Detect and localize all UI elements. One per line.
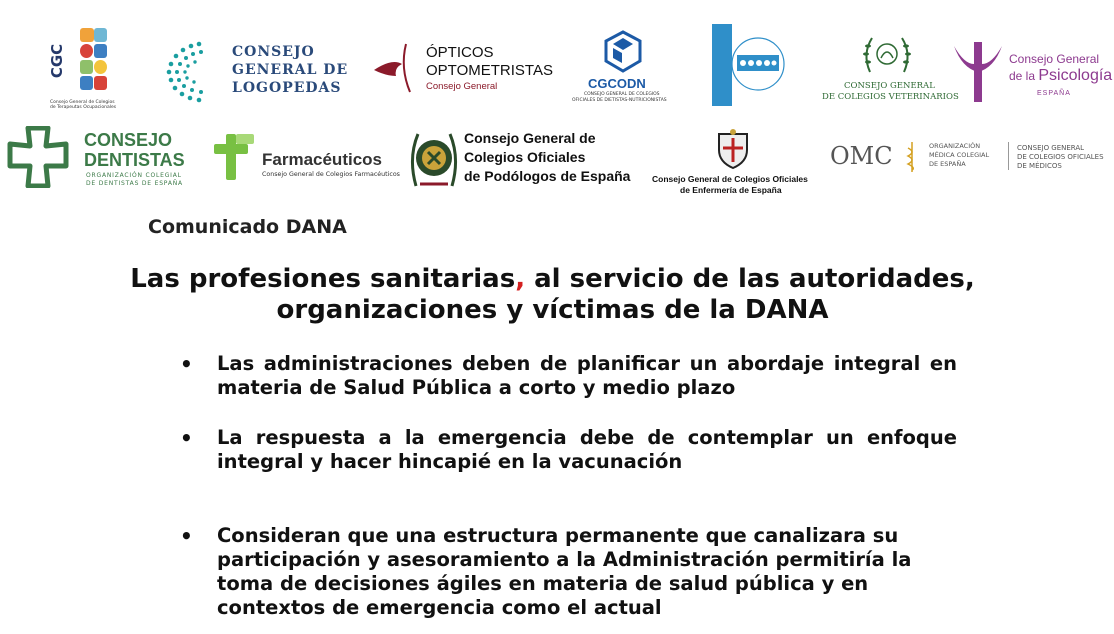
omc-mid3: DE ESPAÑA [929,160,966,168]
enfermeria-line1: Consejo General de Colegios Oficiales [652,174,808,184]
opticos-eye-icon [372,40,420,96]
logo-dentistas [6,126,186,190]
podologos-crest-icon [408,128,460,190]
opticos-line3: Consejo General [426,81,498,92]
logo-veterinarios [820,32,959,104]
dentistas-line1: CONSEJO [84,130,173,150]
dentistas-cross-icon [6,126,70,188]
enfermeria-shield-icon [713,128,753,170]
veterinarios-wreath-icon [860,32,914,78]
cgcodn-cube-icon [603,30,643,74]
logo-farmaceuticos [212,132,406,184]
psicologia-line2 [1009,67,1112,85]
title-comma: , [515,264,526,294]
omc-mid1: ORGANIZACIÓN [929,142,981,150]
logopedas-line2: GENERAL DE [232,62,349,78]
cgc-caption: Consejo General de Colegios de Terapeutas Ocupacionales [50,100,117,110]
farmaceuticos-cross-icon [212,132,262,182]
logopedas-line1: CONSEJO [232,44,315,60]
podologos-line2: Colegios Oficiales [464,149,586,165]
omc-divider [1008,142,1009,170]
opticos-line1: ÓPTICOS [426,44,494,61]
document-label: Comunicado DANA [148,216,347,238]
logo-logopedas [165,38,349,106]
title-line2: organizaciones y víctimas de la DANA [276,295,829,325]
cgc-abbr: CGC [48,43,67,79]
omc-right3: DE MÉDICOS [1017,162,1062,170]
bullet-item: • Las administraciones deben de planificar un abordaje integral en materia de Salud Pública a corto y medio plazo [180,352,957,400]
document-title [100,264,1005,326]
bullet-item: • La respuesta a la emergencia debe de contemplar un enfoque integral y hacer hincapié en la vacunación [180,426,957,474]
podologos-line3: de Podólogos de España [464,168,631,184]
logo-podologos [408,128,648,192]
veterinarios-line2: DE COLEGIOS VETERINARIOS [822,92,959,102]
farmaceuticos-line1: Farmacéuticos [262,150,382,169]
logo-omc [830,140,1110,176]
omc-caduceus-icon [905,140,919,174]
podologos-line1: Consejo General de [464,130,596,146]
logo-psicologia [948,38,1113,106]
psicologia-line1: Consejo General [1009,52,1100,66]
title-part1: Las profesiones sanitarias [130,264,516,294]
bullet-list [180,352,957,620]
dentistas-line4: DE DENTISTAS DE ESPAÑA [86,180,183,187]
psicologia-line2a: de la [1009,69,1039,83]
cgcodn-abbr: CGCODN [588,76,646,91]
logo-fisioterapeutas [712,24,786,106]
psicologia-line3: ESPAÑA [1037,90,1071,97]
psicologia-line2b: Psicología [1038,67,1113,84]
logopedas-line3: LOGOPEDAS [232,80,342,96]
enfermeria-line2: de Enfermería de España [680,185,782,195]
dentistas-line3: ORGANIZACIÓN COLEGIAL [86,172,182,179]
bullet-item: • Consideran que una estructura permanente que canalizara su participación y asesoramiento a la Administración permitiría la toma de decisiones ágiles en materia de salud pública y en contextos de emergencia como el actual [180,524,957,620]
psicologia-psi-icon [948,38,1010,106]
logo-enfermeria [650,128,816,196]
farmaceuticos-line2: Consejo General de Colegios Farmacéuticos [262,171,400,178]
logo-cgc [50,26,120,114]
logopedas-dots-icon [165,38,221,104]
cgcodn-caption1: CONSEJO GENERAL DE COLEGIOS [584,92,660,97]
opticos-line2: OPTOMETRISTAS [426,62,553,79]
omc-mid2: MÉDICA COLEGIAL [929,151,990,159]
veterinarios-line1: CONSEJO GENERAL [844,81,935,91]
omc-right2: DE COLEGIOS OFICIALES [1017,153,1104,161]
cgcodn-caption2: OFICIALES DE DIETISTAS-NUTRICIONISTAS [572,98,667,103]
omc-abbr: OMC [830,142,893,170]
title-part2: al servicio de las autoridades, [525,264,975,294]
omc-right1: CONSEJO GENERAL [1017,144,1085,152]
logo-opticos [372,40,553,96]
dentistas-line2: DENTISTAS [84,150,185,170]
logo-cgcodn [572,30,682,106]
